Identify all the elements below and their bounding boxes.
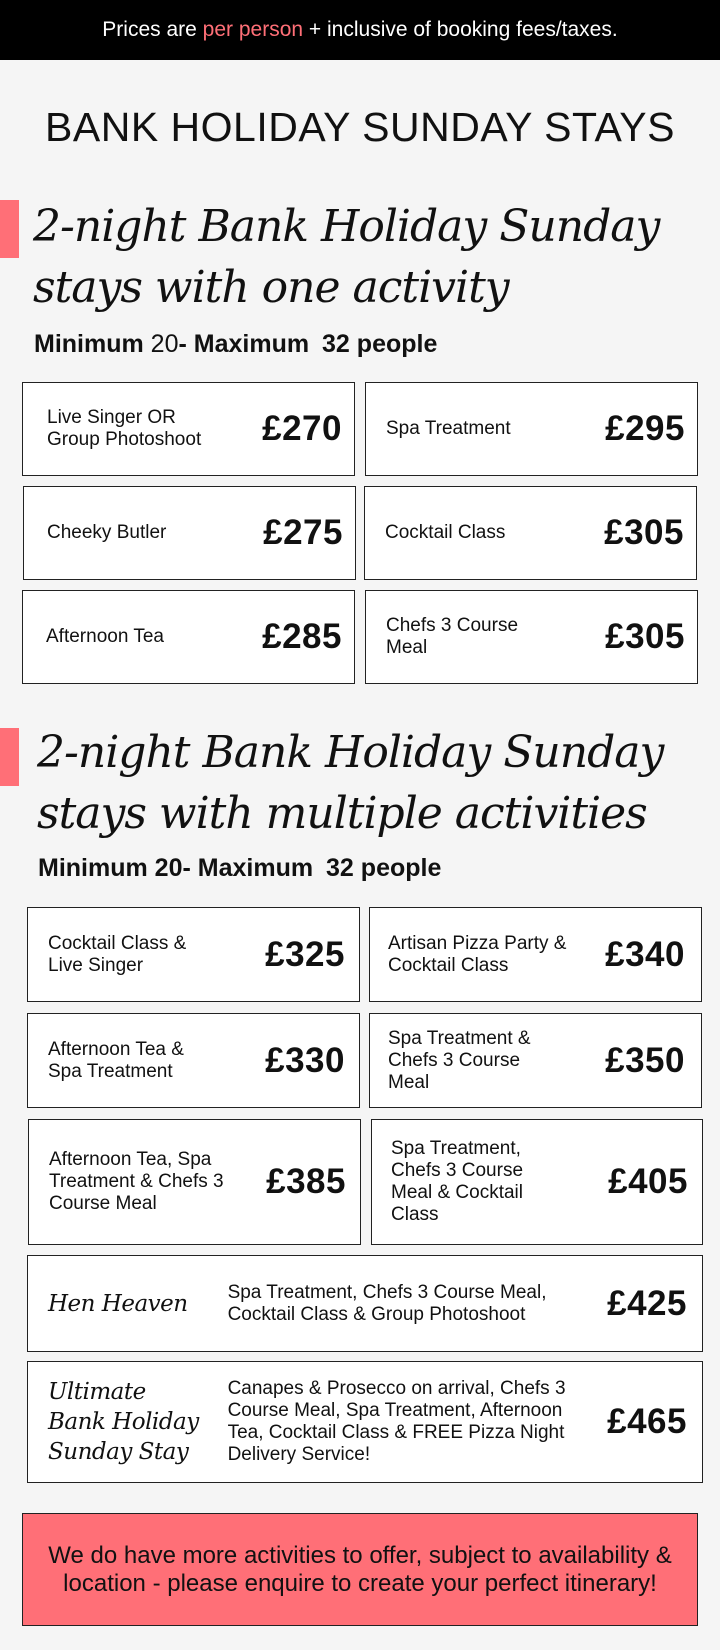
named-package-description: Canapes & Prosecco on arrival, Chefs 3 Course Meal, Spa Treatment, Afternoon Tea, Cocktail Class & FREE Pizza Night Delivery Service! (227, 1378, 566, 1465)
min-value: 20 (154, 854, 183, 882)
package-name: Live Singer OR Group Photoshoot (47, 407, 202, 450)
banner-highlight: per person (202, 18, 304, 41)
package-name: Spa Treatment, Chefs 3 Course Meal & Cocktail Class (391, 1138, 524, 1225)
pricing-banner (0, 0, 720, 60)
named-package-title: Ultimate Bank Holiday Sunday Stay (48, 1379, 199, 1465)
banner-text-pre: Prices are (102, 18, 203, 41)
package-price: £285 (262, 617, 342, 656)
package-price: £385 (266, 1162, 346, 1201)
group-size (34, 330, 437, 359)
package-card (369, 1013, 702, 1108)
named-package-description: Spa Treatment, Chefs 3 Course Meal, Cocktail Class & Group Photoshoot (227, 1281, 547, 1325)
named-package-card (27, 1255, 703, 1352)
section-title-line1: 2-night Bank Holiday Sunday (33, 201, 660, 252)
package-price: £325 (265, 934, 345, 974)
package-card (364, 486, 697, 580)
package-price: £425 (607, 1283, 687, 1323)
package-price: £330 (265, 1040, 345, 1080)
section-marker (0, 728, 19, 786)
package-card (22, 590, 355, 684)
package-card (365, 382, 698, 476)
section-title-line1: 2-night Bank Holiday Sunday (37, 727, 664, 778)
section-marker (0, 200, 19, 258)
package-card (27, 1013, 360, 1108)
package-card (28, 1119, 361, 1245)
package-name: Artisan Pizza Party & Cocktail Class (388, 932, 567, 976)
range-sep: - (182, 854, 191, 882)
max-value: 32 (322, 330, 350, 358)
range-sep: - (178, 330, 187, 358)
package-card (369, 907, 702, 1002)
package-card (22, 382, 355, 476)
package-name: Afternoon Tea & Spa Treatment (48, 1038, 184, 1082)
package-name: Chefs 3 Course Meal (386, 615, 519, 658)
package-card (23, 486, 356, 580)
package-price: £305 (604, 513, 684, 552)
page-title: BANK HOLIDAY SUNDAY STAYS (45, 104, 675, 150)
package-price: £465 (607, 1402, 687, 1441)
section-title (33, 196, 659, 318)
max-label: Maximum (197, 854, 314, 882)
package-name: Afternoon Tea (46, 626, 164, 647)
group-size (38, 854, 441, 883)
package-price: £305 (605, 617, 685, 656)
package-card (371, 1119, 703, 1245)
min-value: 20 (150, 330, 179, 358)
min-label: Minimum (38, 854, 148, 882)
named-package-card (27, 1361, 703, 1483)
max-value: 32 (326, 854, 354, 882)
package-price: £270 (262, 409, 342, 448)
package-card (27, 907, 360, 1002)
package-name: Cheeky Butler (47, 522, 167, 543)
package-price: £350 (605, 1040, 685, 1080)
package-card (365, 590, 698, 684)
people-unit: people (356, 330, 438, 358)
min-label: Minimum (34, 330, 144, 358)
banner-text-post: + inclusive of booking fees/taxes. (303, 18, 618, 41)
package-price: £405 (608, 1162, 688, 1201)
section-title (37, 722, 663, 844)
package-name: Cocktail Class & Live Singer (48, 932, 187, 976)
package-name: Spa Treatment (386, 418, 511, 439)
package-price: £295 (605, 409, 685, 448)
enquiry-notice: We do have more activities to offer, subject to availability & location - please enquire to create your perfect itinerary! (22, 1513, 698, 1626)
section-title-line2: stays with one activity (33, 262, 509, 313)
package-price: £340 (605, 934, 685, 974)
package-name: Afternoon Tea, Spa Treatment & Chefs 3 Course Meal (49, 1149, 224, 1214)
package-name: Spa Treatment & Chefs 3 Course Meal (388, 1027, 531, 1093)
people-unit: people (360, 854, 442, 882)
package-name: Cocktail Class (385, 522, 506, 543)
max-label: Maximum (193, 330, 310, 358)
section-title-line2: stays with multiple activities (37, 788, 647, 839)
package-price: £275 (263, 513, 343, 552)
named-package-title: Hen Heaven (48, 1290, 188, 1317)
